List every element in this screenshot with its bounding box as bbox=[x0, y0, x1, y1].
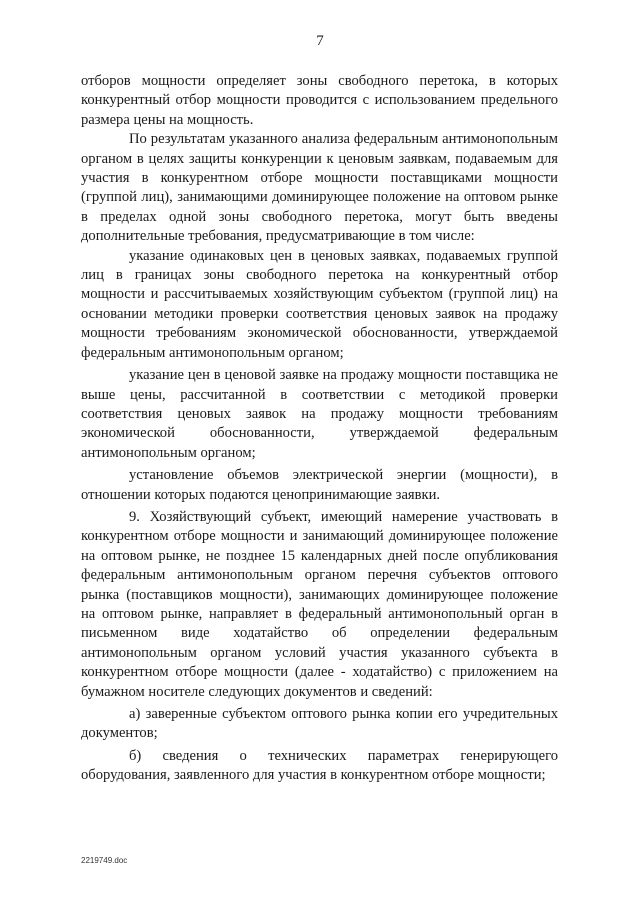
paragraph-item-b: б) сведения о технических параметрах генерирующего оборудования, заявленного для участия в конкурентном отборе мощности; bbox=[81, 747, 558, 784]
paragraph-price-limit: указание цен в ценовой заявке на продажу мощности поставщика не выше цены, рассчитанной в соответствии с методикой проверки соответствия ценовых заявок на продажу мощности требованиям экономической обоснованности, утверждаемой федеральным антимонопольным органом; bbox=[81, 367, 558, 461]
page-number: 7 bbox=[316, 33, 324, 49]
paragraph-energy-volumes: установление объемов электрической энергии (мощности), в отношении которых подаются ценопринимающие заявки. bbox=[81, 467, 558, 503]
footer-file-name: 2219749.doc bbox=[81, 856, 128, 865]
paragraph-analysis-results: По результатам указанного анализа федеральным антимонопольным органом в целях защиты конкуренции к ценовым заявкам, подаваемым для участия в конкурентном отборе мощности поставщиками мощности (группой лиц), занимающими доминирующее положение на оптовом рынке в пределах одной зоны свободного перетока, могут быть введены дополнительные требования, предусматривающие в том числе: bbox=[81, 131, 558, 245]
paragraph-section-9: 9. Хозяйствующий субъект, имеющий намерение участвовать в конкурентном отборе мощности и занимающий доминирующее положение на оптовом рынке, не позднее 15 календарных дней после опубликования федеральным антимонопольным органом перечня субъектов оптового рынка (поставщиков мощности), занимающих доминирующее положение на оптовом рынке, направляет в федеральный антимонопольный орган в письменном виде ходатайство об определении федеральным антимонопольным органом условий участия указанного субъекта в конкурентном отборе мощности (далее - ходатайство) с приложением на бумажном носителе следующих документов и сведений: bbox=[81, 508, 558, 700]
paragraph-identical-prices: указание одинаковых цен в ценовых заявках, подаваемых группой лиц в границах зоны свободного перетока на конкурентный отбор мощности и рассчитываемых хозяйствующим субъектом (группой лиц) на основании методики проверки соответствия ценовых заявок на продажу мощности требованиям экономической обоснованности, утверждаемой федеральным антимонопольным органом; bbox=[81, 247, 558, 361]
paragraph-continuation: отборов мощности определяет зоны свободного перетока, в которых конкурентный отбор мощности проводится с использованием предельного размера цены на мощность. bbox=[81, 73, 558, 128]
paragraph-item-a: а) заверенные субъектом оптового рынка копии его учредительных документов; bbox=[81, 706, 558, 742]
document-body bbox=[81, 72, 558, 786]
